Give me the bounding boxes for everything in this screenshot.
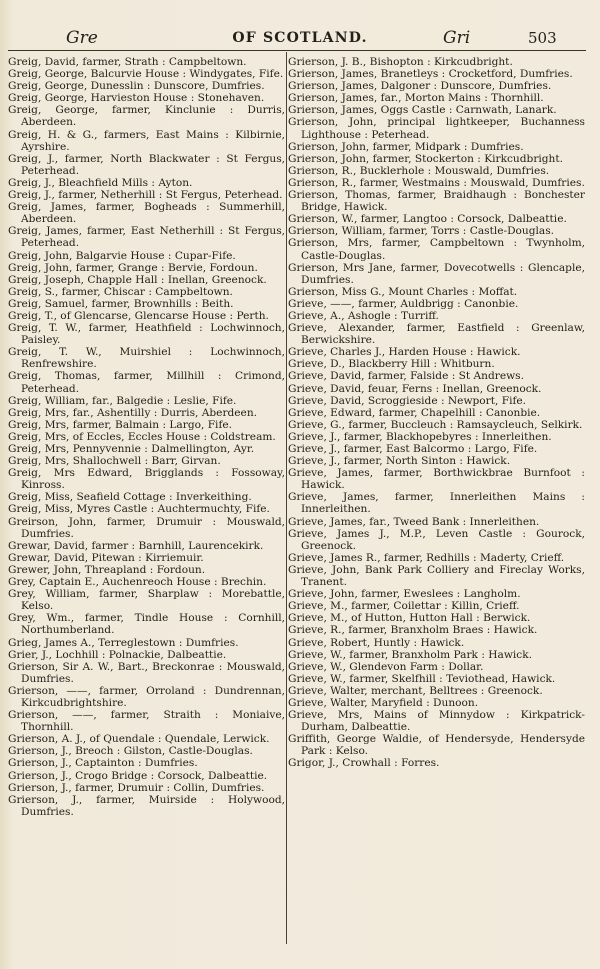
directory-entry: Greig, John, Balgarvie House : Cupar-Fife. — [8, 249, 236, 262]
directory-entry: Grierson, ——, farmer, Straith : Moniaive, Thornhill. — [8, 709, 285, 734]
header-left-guide-word: Gre — [66, 28, 98, 48]
directory-entry: Grieve, W., farmer, Skelfhill : Teviothead, Hawick. — [288, 672, 556, 685]
directory-entry: Griffith, George Waldie, of Hendersyde, Hendersyde Park : Kelso. — [288, 733, 585, 758]
directory-entry: Grieve, M., of Hutton, Hutton Hall : Berwick. — [288, 612, 531, 625]
directory-entry: Grieve, M., farmer, Coilettar : Killin, Crieff. — [288, 600, 520, 613]
directory-entry: Grieve, Alexander, farmer, Eastfield : Greenlaw, Berwickshire. — [288, 322, 585, 347]
directory-entry: Greig, Mrs, Pennyvennie : Dalmellington, Ayr. — [8, 443, 255, 455]
directory-entry: Greig, Mrs, far., Ashentilly : Durris, Aberdeen. — [8, 406, 258, 419]
directory-entry: Grigor, J., Crowhall : Forres. — [288, 757, 440, 770]
header-right-guide-word: Gri — [443, 28, 471, 48]
directory-entry: Grey, Wm., farmer, Tindle House : Cornhill, Northumberland. — [8, 612, 285, 637]
directory-entry: Greig, David, farmer, Strath : Campbeltown. — [8, 56, 247, 68]
directory-entry: Greig, George, Harvieston House : Stonehaven. — [8, 92, 265, 105]
directory-entry: Greig, Miss, Seafield Cottage : Inverkeithing. — [8, 491, 252, 504]
directory-entry: Greig, T., of Glencarse, Glencarse House : Perth. — [8, 309, 269, 322]
header-title: OF SCOTLAND. — [232, 30, 368, 46]
directory-entry: Greig, H. & G., farmers, East Mains : Kilbirnie, Ayrshire. — [8, 128, 285, 153]
directory-entry: Grierson, ——, farmer, Orroland : Dundrennan, Kirkcudbrightshire. — [8, 684, 285, 709]
directory-entry: Greirson, John, farmer, Drumuir : Mouswald, Dumfries. — [8, 515, 285, 540]
directory-entry: Grieg, James A., Terreglestown : Dumfries. — [8, 636, 239, 649]
directory-entry: Grierson, Thomas, farmer, Braidhaugh : Bonchester Bridge, Hawick. — [288, 189, 585, 214]
directory-entry: Greig, T. W., farmer, Heathfield : Lochwinnoch, Paisley. — [8, 322, 285, 347]
directory-entry: Grieve, Charles J., Harden House : Hawick. — [288, 346, 521, 359]
directory-entry: Grierson, James, far., Morton Mains : Thornhill. — [288, 92, 544, 105]
directory-entry: Grieve, James, far., Tweed Bank : Innerleithen. — [288, 515, 540, 528]
directory-entry: Grierson, Miss G., Mount Charles : Moffat. — [288, 285, 518, 298]
directory-entry: Grierson, James, Oggs Castle : Carnwath, Lanark. — [288, 104, 557, 117]
directory-entry: Greig, George, farmer, Kinclunie : Durris, Aberdeen. — [8, 104, 285, 129]
directory-entry: Grey, William, farmer, Sharplaw : Morebattle, Kelso. — [8, 588, 285, 613]
directory-entry: Greig, Mrs, farmer, Balmain : Largo, Fife. — [8, 418, 233, 431]
directory-entry: Greig, William, far., Balgedie : Leslie, Fife. — [8, 394, 237, 407]
directory-entry: Grierson, William, farmer, Torrs : Castle-Douglas. — [288, 225, 555, 238]
directory-entry: Grewer, John, Threapland : Fordoun. — [8, 563, 206, 576]
directory-entry: Greig, Mrs, Shallochwell : Barr, Girvan. — [8, 455, 221, 468]
directory-entry: Grieve, J., farmer, Blackhopebyres : Innerleithen. — [288, 430, 552, 443]
directory-entry: Greig, George, Balcurvie House : Windygates, Fife. — [8, 68, 284, 81]
directory-entry: Grierson, A. J., of Quendale : Quendale, Lerwick. — [8, 733, 270, 746]
right-column — [288, 56, 585, 956]
directory-entry: Grieve, Walter, merchant, Belltrees : Greenock. — [288, 684, 543, 697]
directory-entry: Grieve, D., Blackberry Hill : Whitburn. — [288, 358, 495, 371]
directory-entry: Greig, James, farmer, Bogheads : Summerhill, Aberdeen. — [8, 201, 285, 226]
directory-entry: Grieve, W., farmer, Branxholm Park : Hawick. — [288, 648, 533, 661]
directory-entry: Grieve, James, farmer, Innerleithen Mains : Innerleithen. — [288, 491, 585, 516]
directory-entry: Grierson, J., Breoch : Gilston, Castle-Douglas. — [8, 745, 253, 758]
directory-entry: Greig, J., Bleachfield Mills : Ayton. — [8, 176, 193, 189]
directory-entry: Grieve, Robert, Huntly : Hawick. — [288, 636, 465, 649]
directory-entry: Grieve, James J., M.P., Leven Castle : Gourock, Greenock. — [288, 527, 585, 552]
directory-entry: Grieve, John, Bank Park Colliery and Fireclay Works, Tranent. — [288, 563, 585, 589]
left-column — [8, 56, 285, 956]
column-divider — [286, 52, 287, 944]
directory-entry: Greig, Thomas, farmer, Millhill : Crimond, Peterhead. — [8, 370, 285, 395]
directory-entry: Greig, T. W., Muirshiel : Lochwinnoch, Renfrewshire. — [8, 346, 285, 371]
directory-entry: Grierson, Mrs Jane, farmer, Dovecotwells : Glencaple, Dumfries. — [288, 261, 585, 286]
directory-entry: Greig, James, farmer, East Netherhill : St Fergus, Peterhead. — [8, 225, 285, 250]
header-rule — [8, 50, 586, 51]
directory-entry: Greig, Mrs Edward, Brigglands : Fossoway, Kinross. — [8, 467, 285, 492]
directory-entry: Greig, J., farmer, North Blackwater : St Fergus, Peterhead. — [8, 152, 285, 177]
directory-entry: Grierson, R., farmer, Westmains : Mouswald, Dumfries. — [288, 176, 585, 189]
directory-entry: Grierson, John, farmer, Midpark : Dumfries. — [288, 140, 524, 153]
page-header — [0, 28, 600, 50]
directory-entry: Grierson, R., Bucklerhole : Mouswald, Dumfries. — [288, 164, 550, 177]
directory-entry: Grierson, J., farmer, Muirside : Holywood, Dumfries. — [8, 793, 285, 818]
directory-entry: Greig, Samuel, farmer, Brownhills : Beith. — [8, 297, 234, 310]
directory-entry: Grierson, Sir A. W., Bart., Breckonrae : Mouswald, Dumfries. — [8, 660, 285, 685]
directory-entry: Greig, S., farmer, Chiscar : Campbeltown. — [8, 285, 233, 298]
directory-entry: Grieve, A., Ashogle : Turriff. — [288, 309, 439, 322]
directory-entry: Grey, Captain E., Auchenreoch House : Brechin. — [8, 576, 267, 589]
directory-entry: Grieve, David, feuar, Ferns : Inellan, Greenock. — [288, 382, 542, 395]
directory-entry: Greig, Miss, Myres Castle : Auchtermuchty, Fife. — [8, 503, 270, 516]
directory-entry: Grierson, J., Crogo Bridge : Corsock, Dalbeattie. — [8, 769, 268, 782]
directory-entry: Grierson, Mrs, farmer, Campbeltown : Twynholm, Castle-Douglas. — [288, 237, 585, 262]
directory-entry: Grieve, James R., farmer, Redhills : Maderty, Crieff. — [288, 551, 565, 564]
directory-entry: Grierson, James, Branetleys : Crocketford, Dumfries. — [288, 68, 573, 81]
directory-entry: Greig, Mrs, of Eccles, Eccles House : Coldstream. — [8, 430, 276, 443]
directory-entry: Grierson, J., farmer, Drumuir : Collin, Dumfries. — [8, 781, 265, 794]
directory-entry: Greig, John, farmer, Grange : Bervie, Fordoun. — [8, 261, 258, 274]
directory-entry: Grewar, David, Pitewan : Kirriemuir. — [8, 551, 204, 564]
directory-entry: Grieve, James, farmer, Borthwickbrae Burnfoot : Hawick. — [288, 467, 585, 492]
directory-entry: Grieve, John, farmer, Eweslees : Langholm. — [288, 588, 521, 601]
directory-entry: Grieve, David, farmer, Falside : St Andrews. — [288, 370, 524, 383]
directory-entry: Grewar, David, farmer : Barnhill, Laurencekirk. — [8, 539, 264, 552]
directory-entry: Grieve, ——, farmer, Auldbrigg : Canonbie. — [288, 297, 519, 310]
directory-entry: Grierson, W., farmer, Langtoo : Corsock, Dalbeattie. — [288, 213, 567, 226]
directory-entry: Grierson, John, farmer, Stockerton : Kirkcudbright. — [288, 152, 564, 165]
directory-entry: Grieve, J., farmer, North Sinton : Hawick. — [288, 455, 511, 468]
directory-entry: Grierson, J. B., Bishopton : Kirkcudbright. — [288, 56, 513, 68]
directory-entry: Grierson, John, principal lightkeeper, Buchanness Lighthouse : Peterhead. — [288, 116, 585, 141]
directory-entry: Grieve, Mrs, Mains of Minnydow : Kirkpatrick-Durham, Dalbeattie. — [288, 709, 585, 734]
directory-entry: Grieve, Walter, Maryfield : Dunoon. — [288, 696, 479, 709]
directory-entry: Grierson, James, Dalgoner : Dunscore, Dumfries. — [288, 80, 552, 93]
page-number: 503 — [528, 29, 557, 47]
directory-entry: Grieve, R., farmer, Branxholm Braes : Hawick. — [288, 624, 538, 637]
directory-entry: Grier, J., Lochhill : Polnackie, Dalbeattie. — [8, 648, 227, 661]
directory-entry: Greig, Joseph, Chapple Hall : Inellan, Greenock. — [8, 273, 267, 286]
directory-entry: Grieve, David, Scroggieside : Newport, Fife. — [288, 394, 527, 407]
directory-entry: Grieve, W., Glendevon Farm : Dollar. — [288, 660, 484, 673]
directory-entry: Greig, J., farmer, Netherhill : St Fergus, Peterhead. — [8, 189, 283, 202]
directory-entry: Grieve, G., farmer, Buccleuch : Ramsaycleuch, Selkirk. — [288, 418, 583, 431]
directory-entry: Grieve, Edward, farmer, Chapelhill : Canonbie. — [288, 406, 541, 419]
directory-entry: Grierson, J., Captainton : Dumfries. — [8, 757, 198, 770]
directory-entry: Grieve, J., farmer, East Balcormo : Largo, Fife. — [288, 443, 538, 455]
directory-entry: Greig, George, Dunesslin : Dunscore, Dumfries. — [8, 80, 265, 93]
